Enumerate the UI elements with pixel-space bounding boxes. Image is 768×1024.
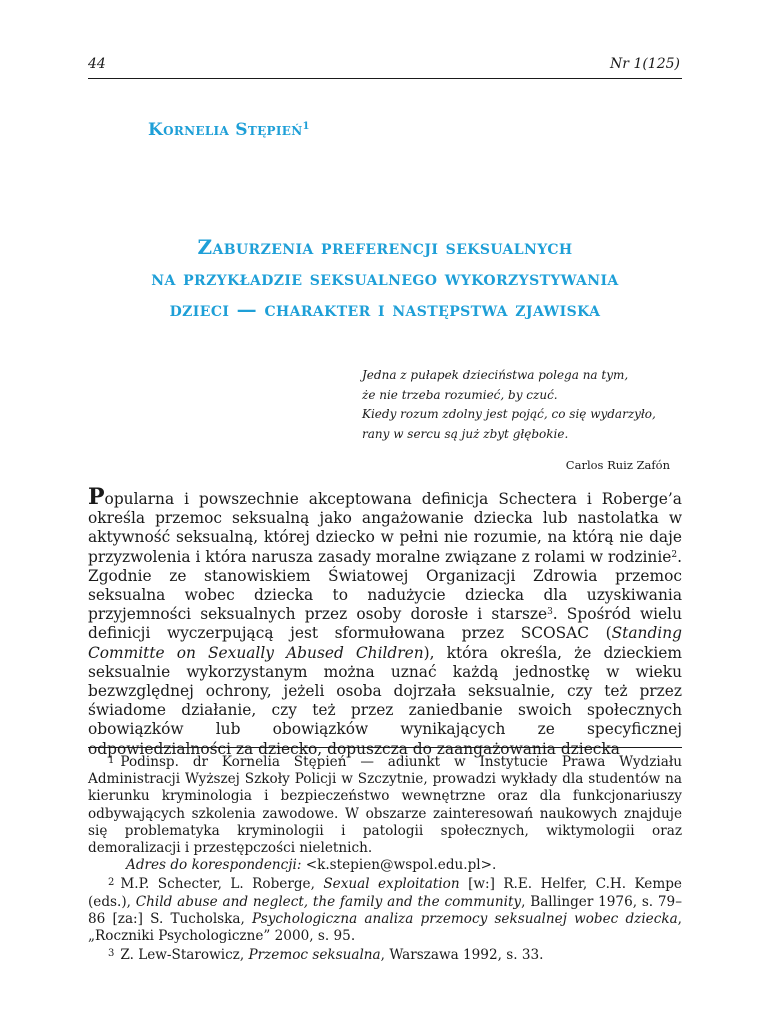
footnote-text: M.P. Schecter, L. Roberge, <box>120 876 324 893</box>
address-email: <k.stepien@wspol.edu.pl>. <box>301 857 497 874</box>
footnote-divider <box>88 747 682 748</box>
epigraph-line: że nie trzeba rozumieć, by czuć. <box>362 387 558 402</box>
body-paragraph <box>88 484 682 759</box>
epigraph <box>362 366 692 444</box>
footnote-italic: Child abuse and neglect, the family and the community <box>135 893 522 910</box>
footnote-text: , Warszawa 1992, s. 33. <box>380 947 544 964</box>
footnote-2 <box>88 874 682 945</box>
body-text-segment: opularna i powszechnie akceptowana definicja Schectera i Roberge’a określa przemoc seksualną jako angażowanie dziecka lub nastolatka w aktywność seksualną, której dziecko w pełni nie rozumie, na którą nie daje przyzwolenia i która narusza zasady moralne związane z rolami w rodzinie <box>88 490 682 566</box>
footnote-text: , Ballinger 1976, s. 79–86 [za:] S. Tucholska, <box>88 893 682 927</box>
drop-cap: P <box>88 484 105 510</box>
epigraph-line: Kiedy rozum zdolny jest pojąć, co się wydarzyło, <box>362 407 656 421</box>
body-text-segment: . Zgodnie ze stanowiskiem Światowej Organizacji Zdrowia przemoc seksualna wobec dziecka to nadużycie dziecka dla uzyskiwania przyjemności seksualnych przez osoby dorosłe i starsze <box>88 547 682 624</box>
footnote-italic: Psychologiczna analiza przemocy seksualnej wobec dziecka <box>252 910 678 927</box>
article-title <box>88 232 682 325</box>
body-text-segment: ), która określa, że dzieckiem seksualnie wykorzystanym można uznać każdą jednostkę w wieku bezwzględnej ochrony, jeżeli osoba dojrzała seksualnie, czy też przez świadome działanie, czy też przez zaniedbanie swoich społecznych obowiązków lub obowiązków wynikających ze specyficznej odpowiedzialności za dziecko, dopuszcza do zaangażowania dziecka <box>88 643 682 758</box>
page-number: 44 <box>88 56 106 72</box>
footnote-italic: Przemoc seksualna <box>248 947 381 964</box>
body-text-segment: . Spośród wielu definicji wyczerpującą jest sformułowana przez SCOSAC ( <box>88 605 682 643</box>
footnote-number: 3 <box>108 948 115 960</box>
issue-number: Nr 1(125) <box>610 56 680 72</box>
author-name-text: Kornelia Stępień <box>148 120 303 140</box>
footnote-1 <box>88 752 682 857</box>
body-italic-term: Standing Committe on Sexually Abused Children <box>88 624 682 662</box>
header-divider <box>88 78 682 79</box>
footnote-3 <box>88 945 682 964</box>
footnote-number: 1 <box>108 755 115 766</box>
footnote-italic: Sexual exploitation <box>323 876 460 893</box>
footnotes <box>88 752 682 964</box>
epigraph-line: Jedna z pułapek dzieciństwa polega na tym, <box>362 368 629 382</box>
footnote-text: [w:] R.E. Helfer, C.H. Kempe (eds.), <box>88 876 682 910</box>
title-line-3: dzieci — charakter i następstwa zjawiska <box>169 297 601 321</box>
footnote-ref-3: 3 <box>547 607 553 618</box>
epigraph-author: Carlos Ruiz Zafón <box>565 458 670 472</box>
footnote-1-address <box>88 857 682 874</box>
title-line-2: na przykładzie seksualnego wykorzystywania <box>151 266 619 290</box>
footnote-text: , „Roczniki Psychologiczne” 2000, s. 95. <box>88 910 682 945</box>
epigraph-line: rany w sercu są już zbyt głębokie. <box>362 426 569 441</box>
paragraph-1 <box>88 484 682 759</box>
address-label: Adres do korespondencji: <box>126 857 302 874</box>
title-line-1: Zaburzenia preferencji seksualnych <box>197 235 573 259</box>
footnote-ref-2: 2 <box>671 549 678 560</box>
footnote-number: 2 <box>108 877 115 889</box>
footnote-text: Podinsp. dr Kornelia Stępień — adiunkt w Instytucie Prawa Wydziału Administracji Wyższej Szkoły Policji w Szczytnie, prowadzi wykłady dla studentów na kierunku kryminologia i bezpieczeństwo wewnętrzne oraz dla funkcjonariuszy odbywających szkolenia zawodowe. W obszarze zainteresowań naukowych znajduje się problematyka kryminologii i patologii społecznych, wiktymologii oraz demoralizacji i przestępczości nieletnich. <box>88 754 682 857</box>
author-footnote-ref: 1 <box>302 121 310 132</box>
author-name <box>148 120 310 140</box>
footnote-text: Z. Lew-Starowicz, <box>120 947 249 964</box>
